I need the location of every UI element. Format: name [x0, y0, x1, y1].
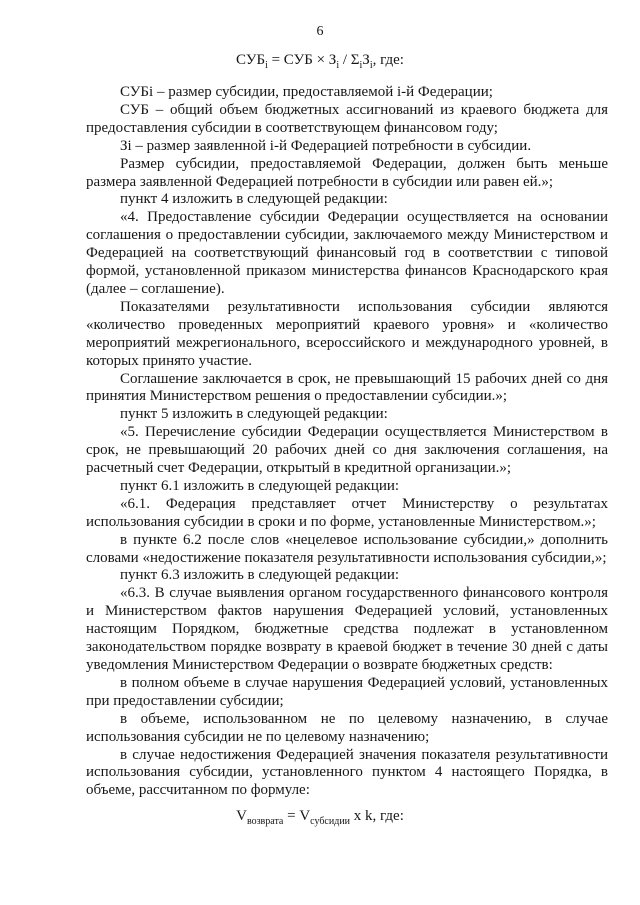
- formula-v-refund: V: [236, 808, 247, 824]
- paragraph: в полном объеме в случае нарушения Федерацией условий, установленных при предоставлении субсидии;: [86, 674, 608, 709]
- paragraph: «4. Предоставление субсидии Федерации осуществляется на основании соглашения о предоставлении субсидии, заключаемого между Министерством и Федерацией на соответствующий финансовый год в соответствии с типовой формой, установленной приказом министерства финансов Краснодарского края (далее – соглашение).: [86, 209, 608, 297]
- formula-eq: = СУБ × З: [267, 52, 337, 68]
- paragraph: СУБi – размер субсидии, предоставляемой i-й Федерации;: [120, 84, 493, 100]
- formula-tail: , где:: [372, 52, 404, 68]
- formula-subsidy-subscript: субсидии: [310, 816, 351, 827]
- paragraph: в случае недостижения Федерацией значения показателя результативности использования субсидии, установленного пунктом 4 настоящего Порядка, в объеме, рассчитанном по формуле:: [86, 746, 608, 799]
- refund-formula: [0, 808, 640, 825]
- document-body: [86, 84, 608, 800]
- paragraph: пункт 5 изложить в следующей редакции:: [120, 406, 388, 423]
- paragraph: пункт 4 изложить в следующей редакции:: [120, 191, 388, 208]
- page-number: 6: [316, 24, 324, 39]
- formula-lhs: СУБ: [236, 52, 266, 68]
- formula-div: / Σ: [339, 52, 360, 68]
- formula-lhs-subscript: i: [265, 60, 268, 71]
- formula-tail: x k, где:: [350, 808, 404, 824]
- paragraph: Размер субсидии, предоставляемой Федерации, должен быть меньше размера заявленной Федерацией потребности в субсидии или равен ей.»;: [86, 155, 608, 190]
- formula-eq: = V: [283, 808, 311, 824]
- paragraph: «6.1. Федерация представляет отчет Министерству о результатах использования субсидии в сроки и по форме, установленные Министерством.»;: [86, 495, 608, 530]
- paragraph: Соглашение заключается в срок, не превышающий 15 рабочих дней со дня принятия Министерством решения о предоставлении субсидии.»;: [86, 370, 608, 405]
- paragraph: пункт 6.3 изложить в следующей редакции:: [120, 567, 400, 584]
- formula-z-subscript: i: [336, 60, 340, 71]
- formula-refund-subscript: возврата: [246, 816, 284, 827]
- paragraph: пункт 6.1 изложить в следующей редакции:: [120, 477, 400, 494]
- formula-z2: З: [362, 52, 370, 68]
- formula-z2-subscript: i: [369, 60, 373, 71]
- paragraph: в пункте 6.2 после слов «нецелевое использование субсидии,» дополнить словами «недостижение показателя результативности использования субсидии,»;: [86, 531, 608, 566]
- paragraph: «5. Перечисление субсидии Федерации осуществляется Министерством в срок, не превышающий 20 рабочих дней со дня заключения соглашения, на расчетный счет Федерации, открытый в кредитной организации.»;: [86, 424, 608, 477]
- paragraph: в объеме, использованном не по целевому назначению, в случае использования субсидии не по целевому назначению;: [86, 710, 608, 745]
- formula-sum-subscript: i: [359, 60, 363, 71]
- paragraph: Показателями результативности использования субсидии являются «количество проведенных мероприятий краевого уровня» и «количество мероприятий межрегионального, всероссийского и международного уровней, в которых принято участие.: [86, 298, 608, 369]
- paragraph: СУБ – общий объем бюджетных ассигнований из краевого бюджета для предоставления субсидии в соответствующем финансовом году;: [86, 101, 608, 136]
- paragraph: Зi – размер заявленной i-й Федерацией потребности в субсидии.: [120, 137, 532, 154]
- paragraph: «6.3. В случае выявления органом государственного финансового контроля и Министерством фактов нарушения Федерацией условий, установленных настоящим Порядком, бюджетные средства подлежат в установленном законодательством порядке возврату в краевой бюджет в течение 30 дней с даты уведомления Министерством Федерации о возврате бюджетных средств:: [86, 585, 608, 673]
- subsidy-formula: [0, 52, 640, 69]
